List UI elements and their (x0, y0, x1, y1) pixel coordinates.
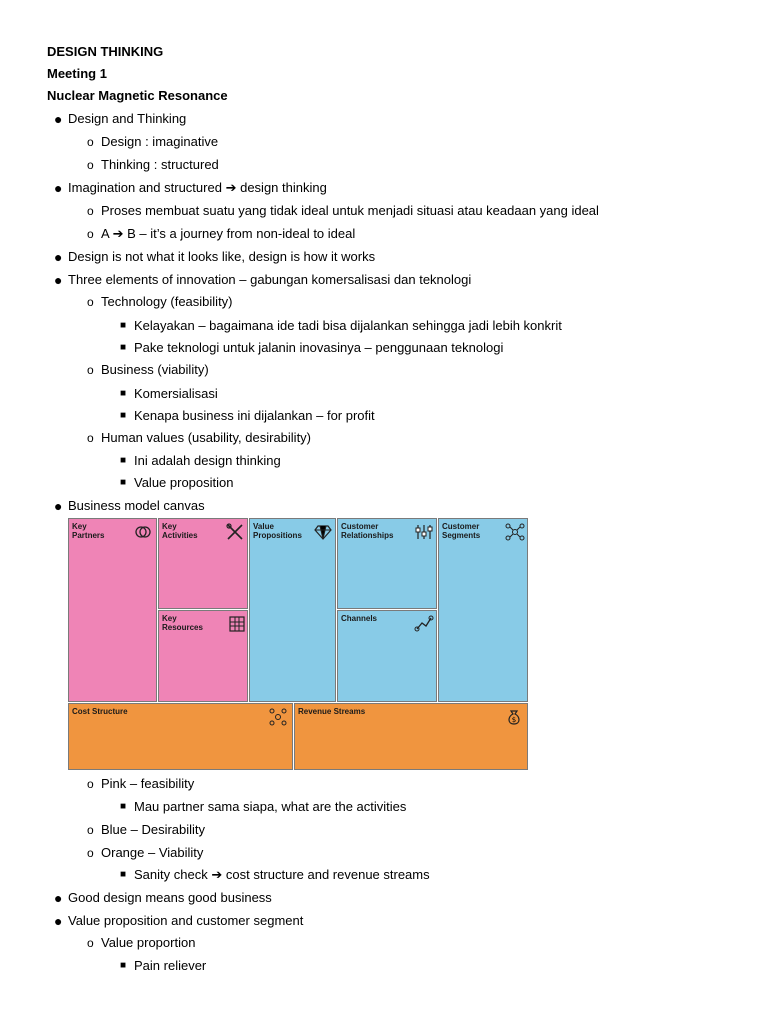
price-tag-icon (268, 707, 288, 727)
revenue-streams-label: Revenue Streams (298, 707, 366, 716)
list-item (101, 226, 355, 242)
list-item: Pake teknologi untuk jalanin inovasinya – penggunaan teknologi (134, 340, 504, 355)
bullet-icon: ■ (120, 455, 127, 466)
list-item: Value proportion (101, 935, 196, 950)
list-item: Pain reliever (134, 958, 207, 973)
list-item-text: B – it’s a journey from non-ideal to ideal (127, 226, 356, 241)
bullet-icon: ■ (120, 960, 127, 971)
list-item-text: Sanity check (134, 867, 208, 882)
bullet-icon: ■ (120, 342, 127, 353)
customer-segments-block (438, 518, 528, 702)
bullet-icon: o (87, 823, 94, 837)
list-item: Kelayakan – bagaimana ide tadi bisa dijalankan sehingga jadi lebih konkrit (134, 318, 562, 333)
key-partners-block (68, 518, 157, 702)
list-item: Business (viability) (101, 362, 209, 377)
list-item: Value proposition and customer segment (68, 913, 304, 928)
list-item: Three elements of innovation – gabungan komersalisasi dan teknologi (68, 272, 472, 287)
bullet-icon: o (87, 135, 94, 149)
channels-label: Channels (341, 614, 378, 623)
list-item-text: design thinking (240, 180, 327, 195)
gift-icon (313, 522, 333, 542)
arrow-right-icon: ➔ (211, 867, 223, 882)
svg-text:$: $ (511, 716, 517, 724)
bullet-icon: ● (54, 890, 63, 906)
document-title: DESIGN THINKING (47, 44, 164, 59)
list-item: Design and Thinking (68, 111, 187, 126)
bullet-icon: ■ (120, 320, 127, 331)
bullet-icon: o (87, 158, 94, 172)
customer-relationships-label: Customer Relationships (341, 522, 394, 540)
list-item (134, 867, 430, 883)
bullet-icon: ● (54, 498, 63, 514)
key-resources-label: Key Resources (162, 614, 203, 632)
link-chain-icon (133, 522, 153, 542)
list-item: Mau partner sama siapa, what are the activities (134, 799, 407, 814)
customer-segments-label: Customer Segments (442, 522, 481, 540)
arrow-right-icon: ➔ (225, 180, 237, 195)
bullet-icon: ■ (120, 388, 127, 399)
bullet-icon: ● (54, 180, 63, 196)
topic-heading: Nuclear Magnetic Resonance (47, 88, 228, 103)
revenue-streams-block (294, 703, 528, 770)
tools-icon (225, 522, 245, 542)
list-item: Technology (feasibility) (101, 294, 233, 309)
bullet-icon: ● (54, 111, 63, 127)
bullet-icon: o (87, 204, 94, 218)
customer-relationships-block (337, 518, 437, 609)
key-resources-block (158, 610, 248, 702)
bullet-icon: o (87, 846, 94, 860)
list-item: Proses membuat suatu yang tidak ideal untuk menjadi situasi atau keadaan yang ideal (101, 203, 599, 218)
list-item: Business model canvas (68, 498, 205, 513)
key-activities-block (158, 518, 248, 609)
value-propositions-label: Value Propositions (253, 522, 302, 540)
people-icon (505, 522, 525, 542)
key-activities-label: Key Activities (162, 522, 198, 540)
bullet-icon: ■ (120, 477, 127, 488)
list-item (68, 180, 327, 196)
list-item-text: cost structure and revenue streams (225, 867, 430, 882)
list-item: Orange – Viability (101, 845, 204, 860)
list-item: Thinking : structured (101, 157, 219, 172)
bullet-icon: o (87, 431, 94, 445)
cost-structure-block (68, 703, 293, 770)
key-partners-label: Key Partners (72, 522, 105, 540)
list-item: Pink – feasibility (101, 776, 195, 791)
bullet-icon: ● (54, 249, 63, 265)
truck-icon (414, 614, 434, 634)
list-item: Design : imaginative (101, 134, 219, 149)
channels-block (337, 610, 437, 702)
list-item: Ini adalah design thinking (134, 453, 281, 468)
list-item: Kenapa business ini dijalankan – for profit (134, 408, 375, 423)
arrow-right-icon: ➔ (112, 226, 124, 241)
money-bag-icon (504, 707, 524, 727)
value-propositions-block (249, 518, 336, 702)
list-item-text: Imagination and structured (68, 180, 222, 195)
bullet-icon: o (87, 363, 94, 377)
list-item: Design is not what it looks like, design is how it works (68, 249, 376, 264)
cost-structure-label: Cost Structure (72, 707, 128, 716)
bullet-icon: o (87, 227, 94, 241)
bullet-icon: o (87, 777, 94, 791)
list-item: Blue – Desirability (101, 822, 206, 837)
bullet-icon: ■ (120, 869, 127, 880)
business-model-canvas (68, 518, 528, 770)
heart-icon (414, 522, 434, 542)
bullet-icon: ● (54, 272, 63, 288)
bullet-icon: o (87, 936, 94, 950)
bullet-icon: o (87, 295, 94, 309)
bullet-icon: ■ (120, 410, 127, 421)
list-item: Human values (usability, desirability) (101, 430, 312, 445)
list-item: Good design means good business (68, 890, 272, 905)
bullet-icon: ● (54, 913, 63, 929)
list-item-text: A (101, 226, 109, 241)
meeting-heading: Meeting 1 (47, 66, 107, 81)
bullet-icon: ■ (120, 801, 127, 812)
list-item: Komersialisasi (134, 386, 218, 401)
factory-icon (227, 614, 247, 634)
list-item: Value proposition (134, 475, 234, 490)
